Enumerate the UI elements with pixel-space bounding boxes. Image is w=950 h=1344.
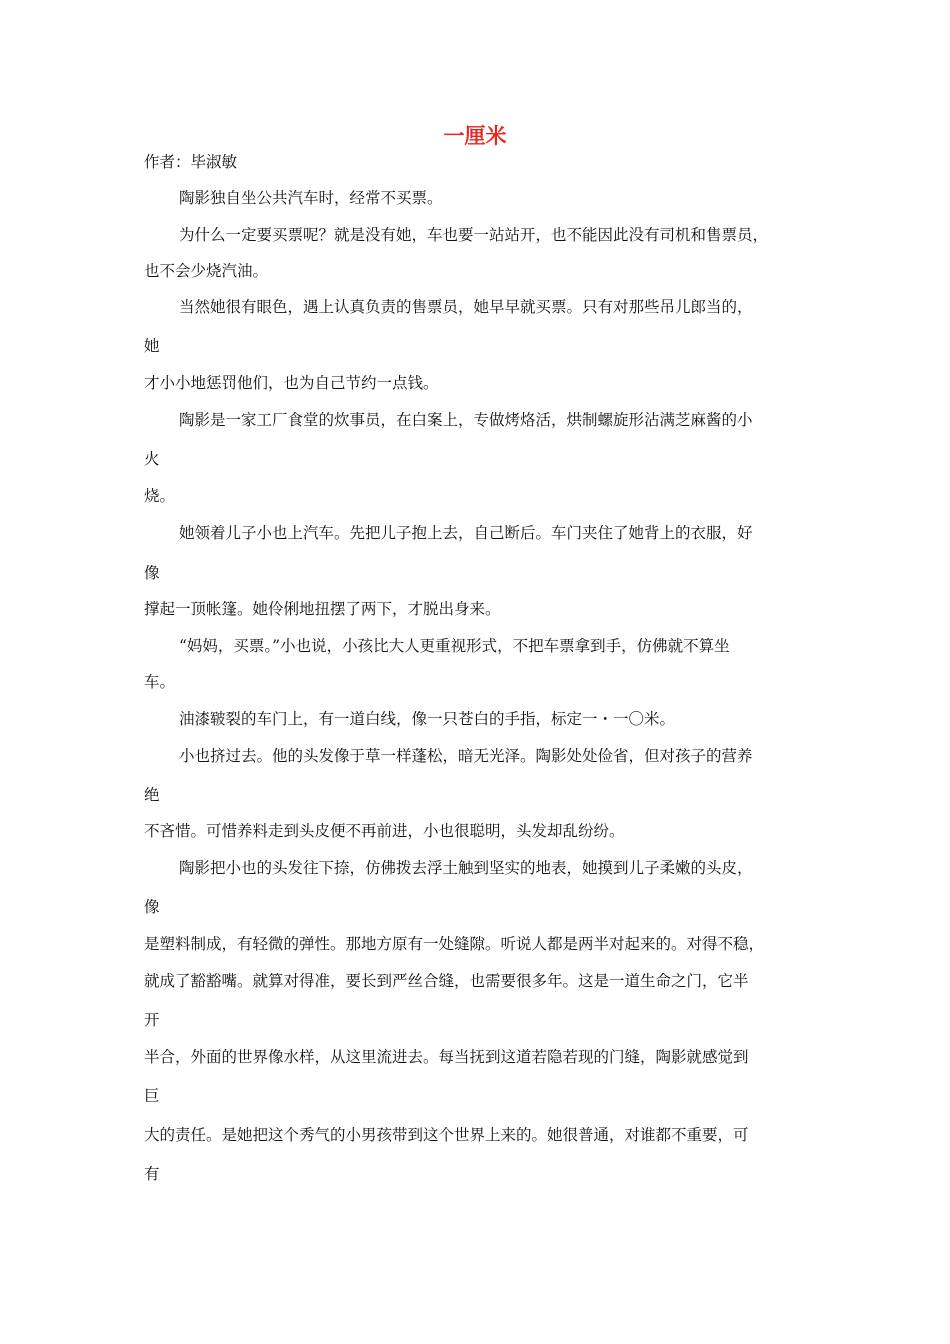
paragraph-line: 是塑料制成，有轻微的弹性。那地方原有一处缝隙。听说人都是两半对起来的。对得不稳， xyxy=(144,935,765,953)
paragraph-line: 她领着儿子小也上汽车。先把儿子抱上去，自己断后。车门夹住了她背上的衣服，好 xyxy=(179,524,753,542)
paragraph-line: 才小小地惩罚他们，也为自己节约一点钱。 xyxy=(144,374,439,392)
paragraph-line: “妈妈，买票。”小也说，小孩比大人更重视形式，不把车票拿到手，仿佛就不算坐 xyxy=(179,637,730,655)
paragraph-line: 陶影是一家工厂食堂的炊事员，在白案上，专做烤烙活，烘制螺旋形沾满芝麻酱的小 xyxy=(179,411,753,429)
paragraph-line: 为什么一定要买票呢？就是没有她，车也要一站站开，也不能因此没有司机和售票员， xyxy=(179,226,769,244)
paragraph-line: 撑起一顶帐篷。她伶俐地扭摆了两下，才脱出身来。 xyxy=(144,600,501,618)
paragraph-line: 也不会少烧汽油。 xyxy=(144,262,269,280)
paragraph-line: 巨 xyxy=(144,1087,160,1105)
author-line: 作者：毕淑敏 xyxy=(144,153,238,171)
paragraph-line: 半合，外面的世界像水样，从这里流进去。每当抚到这道若隐若现的门缝，陶影就感觉到 xyxy=(144,1048,749,1066)
paragraph-line: 陶影把小也的头发往下捺，仿佛拨去浮土触到坚实的地表，她摸到儿子柔嫩的头皮， xyxy=(179,859,753,877)
paragraph-line: 她 xyxy=(144,337,160,355)
paragraph-line: 车。 xyxy=(144,673,176,691)
paragraph-line: 像 xyxy=(144,898,160,916)
paragraph-line: 烧。 xyxy=(144,487,176,505)
paragraph-line: 油漆皲裂的车门上，有一道白线，像一只苍白的手指，标定一・一〇米。 xyxy=(179,710,676,728)
paragraph-line: 陶影独自坐公共汽车时，经常不买票。 xyxy=(179,189,443,207)
paragraph-line: 小也挤过去。他的头发像于草一样蓬松，暗无光泽。陶影处处俭省，但对孩子的营养 xyxy=(179,747,753,765)
paragraph-line: 像 xyxy=(144,564,160,582)
paragraph-line: 绝 xyxy=(144,786,160,804)
paragraph-line: 火 xyxy=(144,450,160,468)
paragraph-line: 不吝惜。可惜养料走到头皮便不再前进，小也很聪明，头发却乱纷纷。 xyxy=(144,822,625,840)
paragraph-line: 就成了豁豁嘴。就算对得准，要长到严丝合缝，也需要很多年。这是一道生命之门，它半 xyxy=(144,972,749,990)
paragraph-line: 有 xyxy=(144,1165,160,1183)
paragraph-line: 开 xyxy=(144,1011,160,1029)
paragraph-line: 大的责任。是她把这个秀气的小男孩带到这个世界上来的。她很普通，对谁都不重要，可 xyxy=(144,1126,749,1144)
paragraph-line: 当然她很有眼色，遇上认真负责的售票员，她早早就买票。只有对那些吊儿郎当的， xyxy=(179,298,753,316)
document-title: 一厘米 xyxy=(443,123,507,148)
